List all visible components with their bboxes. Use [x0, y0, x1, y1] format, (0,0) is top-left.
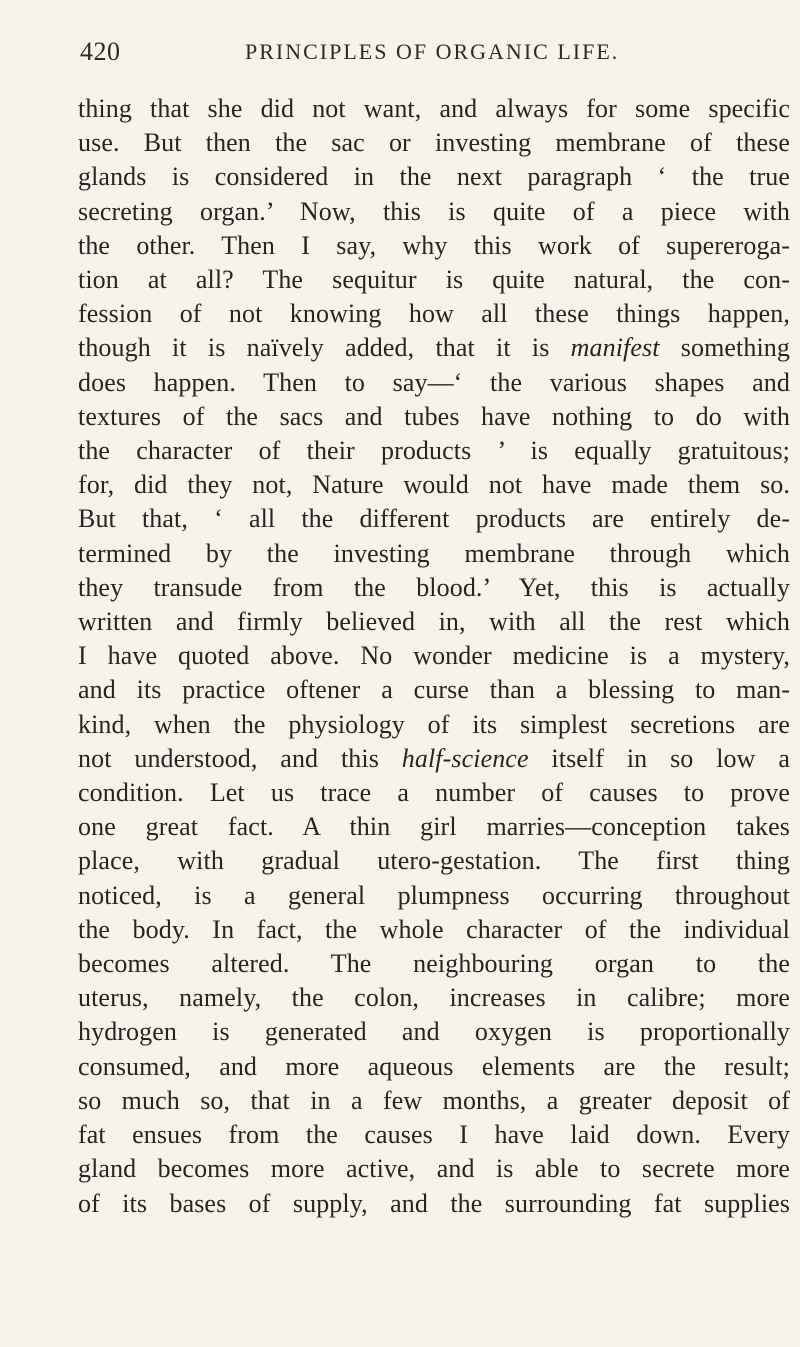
page-header: [80, 32, 790, 72]
text-line: they transude from the blood.’ Yet, this is actually: [78, 572, 790, 602]
text-line: thing that she did not want, and always for some specific: [78, 94, 790, 123]
text-line: consumed, and more aqueous elements are the result;: [78, 1051, 790, 1081]
text-line-with-emphasis: [78, 331, 790, 365]
emphasis-half-science: half-science: [401, 743, 529, 773]
text-line: fession of not knowing how all these things happen,: [78, 299, 790, 329]
text-line: kind, when the physiology of its simplest secretions are: [78, 709, 790, 739]
text-line: place, with gradual utero-gestation. The first thing: [78, 846, 790, 876]
text-line: glands is considered in the next paragraph ‘ the true: [78, 162, 790, 192]
text-line: termined by the investing membrane through which: [78, 538, 790, 568]
text-line: tion at all? The sequitur is quite natural, the con-: [78, 265, 790, 295]
text-line: the other. Then I say, why this work of supereroga-: [78, 230, 790, 260]
text-line: one great fact. A thin girl marries—conception takes: [78, 812, 790, 842]
text-line: uterus, namely, the colon, increases in calibre; more: [78, 983, 790, 1013]
text-line-prefix: though it is naïvely added, that it is: [78, 333, 550, 363]
text-line: condition. Let us trace a number of causes to prove: [78, 778, 790, 808]
text-line: noticed, is a general plumpness occurring throughout: [78, 880, 790, 910]
text-line: the character of their products ’ is equally gratuitous;: [78, 436, 790, 466]
text-line: of its bases of supply, and the surrounding fat supplies: [78, 1188, 790, 1218]
text-line: written and firmly believed in, with all the rest which: [78, 607, 790, 637]
text-line: for, did they not, Nature would not have made them so.: [78, 470, 790, 500]
body-text: [78, 92, 790, 1221]
text-line: the body. In fact, the whole character of the individual: [78, 914, 790, 944]
text-line: textures of the sacs and tubes have nothing to do with: [78, 401, 790, 431]
text-line: fat ensues from the causes I have laid down. Every: [78, 1120, 790, 1150]
text-line: secreting organ.’ Now, this is quite of a piece with: [78, 196, 790, 226]
text-line-suffix: something: [659, 333, 790, 363]
text-line: and its practice oftener a curse than a blessing to man-: [78, 675, 790, 705]
running-title: PRINCIPLES OF ORGANIC LIFE.: [245, 39, 620, 64]
emphasis-manifest: manifest: [570, 333, 660, 363]
text-line: I have quoted above. No wonder medicine is a mystery,: [78, 641, 790, 671]
text-line-suffix: itself in so low a: [528, 743, 790, 773]
text-line: becomes altered. The neighbouring organ to the: [78, 949, 790, 979]
text-line: hydrogen is generated and oxygen is proportionally: [78, 1017, 790, 1047]
text-line-prefix: not understood, and this: [78, 743, 379, 773]
text-line: But that, ‘ all the different products are entirely de-: [78, 504, 790, 534]
text-line-with-emphasis: [78, 742, 790, 776]
page-number: 420: [80, 37, 121, 66]
text-line: use. But then the sac or investing membrane of these: [78, 128, 790, 158]
text-line: does happen. Then to say—‘ the various shapes and: [78, 367, 790, 397]
text-line: gland becomes more active, and is able to secrete more: [78, 1154, 790, 1184]
text-line: so much so, that in a few months, a greater deposit of: [78, 1085, 790, 1115]
